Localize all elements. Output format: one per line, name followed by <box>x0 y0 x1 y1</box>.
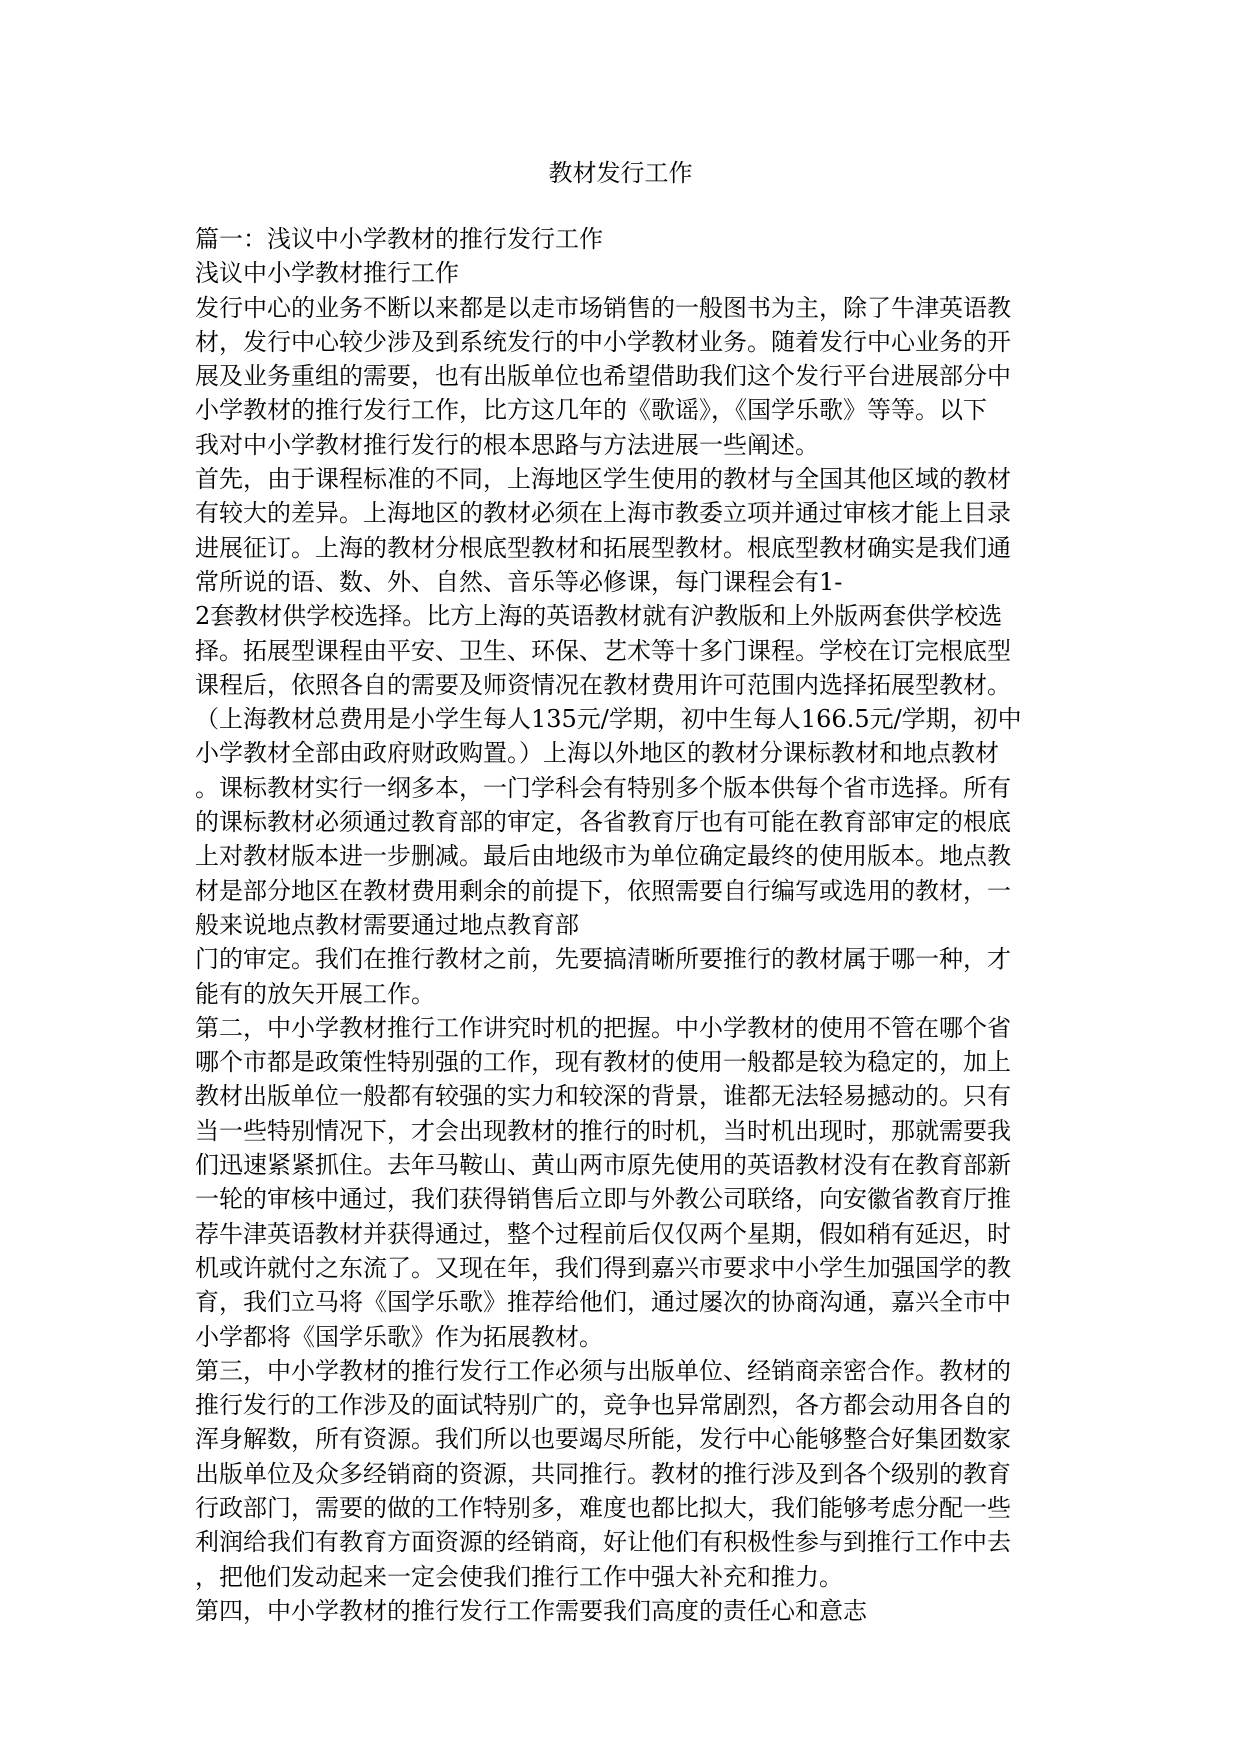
body-text-line: 机或许就付之东流了。又现在年，我们得到嘉兴市要求中小学生加强国学的教 <box>195 1253 1011 1282</box>
body-text-line: 发行中心的业务不断以来都是以走市场销售的一般图书为主，除了牛津英语教 <box>195 293 1011 322</box>
body-text-line: 推行发行的工作涉及的面试特别广的，竞争也异常剧烈，各方都会动用各自的 <box>195 1391 1011 1420</box>
body-text-line: 当一些特别情况下，才会出现教材的推行的时机，当时机出现时，那就需要我 <box>195 1116 1011 1145</box>
body-text-line: 小学都将《国学乐歌》作为拓展教材。 <box>195 1322 603 1351</box>
body-text-line: 哪个市都是政策性特别强的工作，现有教材的使用一般都是较为稳定的，加上 <box>195 1048 1011 1077</box>
body-text-line: 进展征订。上海的教材分根底型教材和拓展型教材。根底型教材确实是我们通 <box>195 533 1011 562</box>
body-text-line: 择。拓展型课程由平安、卫生、环保、艺术等十多门课程。学校在订完根底型 <box>195 636 1011 665</box>
body-text-line: 。课标教材实行一纲多本，一门学科会有特别多个版本供每个省市选择。所有 <box>195 773 1011 802</box>
body-text-line: （上海教材总费用是小学生每人135元/学期，初中生每人166.5元/学期，初中 <box>195 705 1022 734</box>
body-text-line: 第二，中小学教材推行工作讲究时机的把握。中小学教材的使用不管在哪个省 <box>195 1013 1011 1042</box>
body-text-line: 材是部分地区在教材费用剩余的前提下，依照需要自行编写或选用的教材，一 <box>195 876 1011 905</box>
body-text-line: 我对中小学教材推行发行的根本思路与方法进展一些阐述。 <box>195 430 819 459</box>
body-text-line: 浅议中小学教材推行工作 <box>195 259 459 288</box>
body-text-line: 般来说地点教材需要通过地点教育部 <box>195 910 579 939</box>
body-text-line: 首先，由于课程标准的不同，上海地区学生使用的教材与全国其他区域的教材 <box>195 465 1011 494</box>
body-text-line: 们迅速紧紧抓住。去年马鞍山、黄山两市原先使用的英语教材没有在教育部新 <box>195 1151 1011 1180</box>
body-text-line: 门的审定。我们在推行教材之前，先要搞清晰所要推行的教材属于哪一种，才 <box>195 945 1011 974</box>
body-text-line: 的课标教材必须通过教育部的审定，各省教育厅也有可能在教育部审定的根底 <box>195 808 1011 837</box>
body-text-line: 小学教材全部由政府财政购置。）上海以外地区的教材分课标教材和地点教材 <box>195 739 999 768</box>
body-text-line: 第三，中小学教材的推行发行工作必须与出版单位、经销商亲密合作。教材的 <box>195 1356 1011 1385</box>
body-text-line: 第四，中小学教材的推行发行工作需要我们高度的责任心和意志 <box>195 1596 867 1625</box>
body-text-line: 荐牛津英语教材并获得通过，整个过程前后仅仅两个星期，假如稍有延迟，时 <box>195 1219 1011 1248</box>
body-text-line: 一轮的审核中通过，我们获得销售后立即与外教公司联络，向安徽省教育厅推 <box>195 1185 1011 1214</box>
document-title: 教材发行工作 <box>548 159 693 187</box>
body-text-line: 小学教材的推行发行工作，比方这几年的《歌谣》，《国学乐歌》等等。以下 <box>195 396 987 425</box>
body-text-line: 篇一：浅议中小学教材的推行发行工作 <box>195 225 603 253</box>
body-text-line: 能有的放矢开展工作。 <box>195 979 435 1008</box>
document-body <box>195 222 1050 1628</box>
body-text-line: 常所说的语、数、外、自然、音乐等必修课，每门课程会有1- <box>195 567 843 596</box>
body-text-line: 教材出版单位一般都有较强的实力和较深的背景，谁都无法轻易撼动的。只有 <box>195 1082 1011 1111</box>
body-text-line: ，把他们发动起来一定会使我们推行工作中强大补充和推力。 <box>195 1562 843 1591</box>
body-text-line: 浑身解数，所有资源。我们所以也要竭尽所能，发行中心能够整合好集团数家 <box>195 1425 1011 1454</box>
body-text-line: 有较大的差异。上海地区的教材必须在上海市教委立项并通过审核才能上目录 <box>195 499 1011 528</box>
body-text-line: 利润给我们有教育方面资源的经销商，好让他们有积极性参与到推行工作中去 <box>195 1528 1011 1557</box>
body-text-line: 行政部门，需要的做的工作特别多，难度也都比拟大，我们能够考虑分配一些 <box>195 1493 1011 1522</box>
body-text-line: 出版单位及众多经销商的资源，共同推行。教材的推行涉及到各个级别的教育 <box>195 1459 1011 1488</box>
body-text-line: 展及业务重组的需要，也有出版单位也希望借助我们这个发行平台进展部分中 <box>195 362 1011 391</box>
body-text-line: 2套教材供学校选择。比方上海的英语教材就有沪教版和上外版两套供学校选 <box>195 602 1003 631</box>
body-text-line: 上对教材版本进一步删减。最后由地级市为单位确定最终的使用版本。地点教 <box>195 842 1011 871</box>
body-text-line: 材，发行中心较少涉及到系统发行的中小学教材业务。随着发行中心业务的开 <box>195 327 1011 356</box>
body-text-line: 课程后，依照各自的需要及师资情况在教材费用许可范围内选择拓展型教材。 <box>195 670 1011 699</box>
body-text-line: 育，我们立马将《国学乐歌》推荐给他们，通过屡次的协商沟通，嘉兴全市中 <box>195 1288 1011 1317</box>
